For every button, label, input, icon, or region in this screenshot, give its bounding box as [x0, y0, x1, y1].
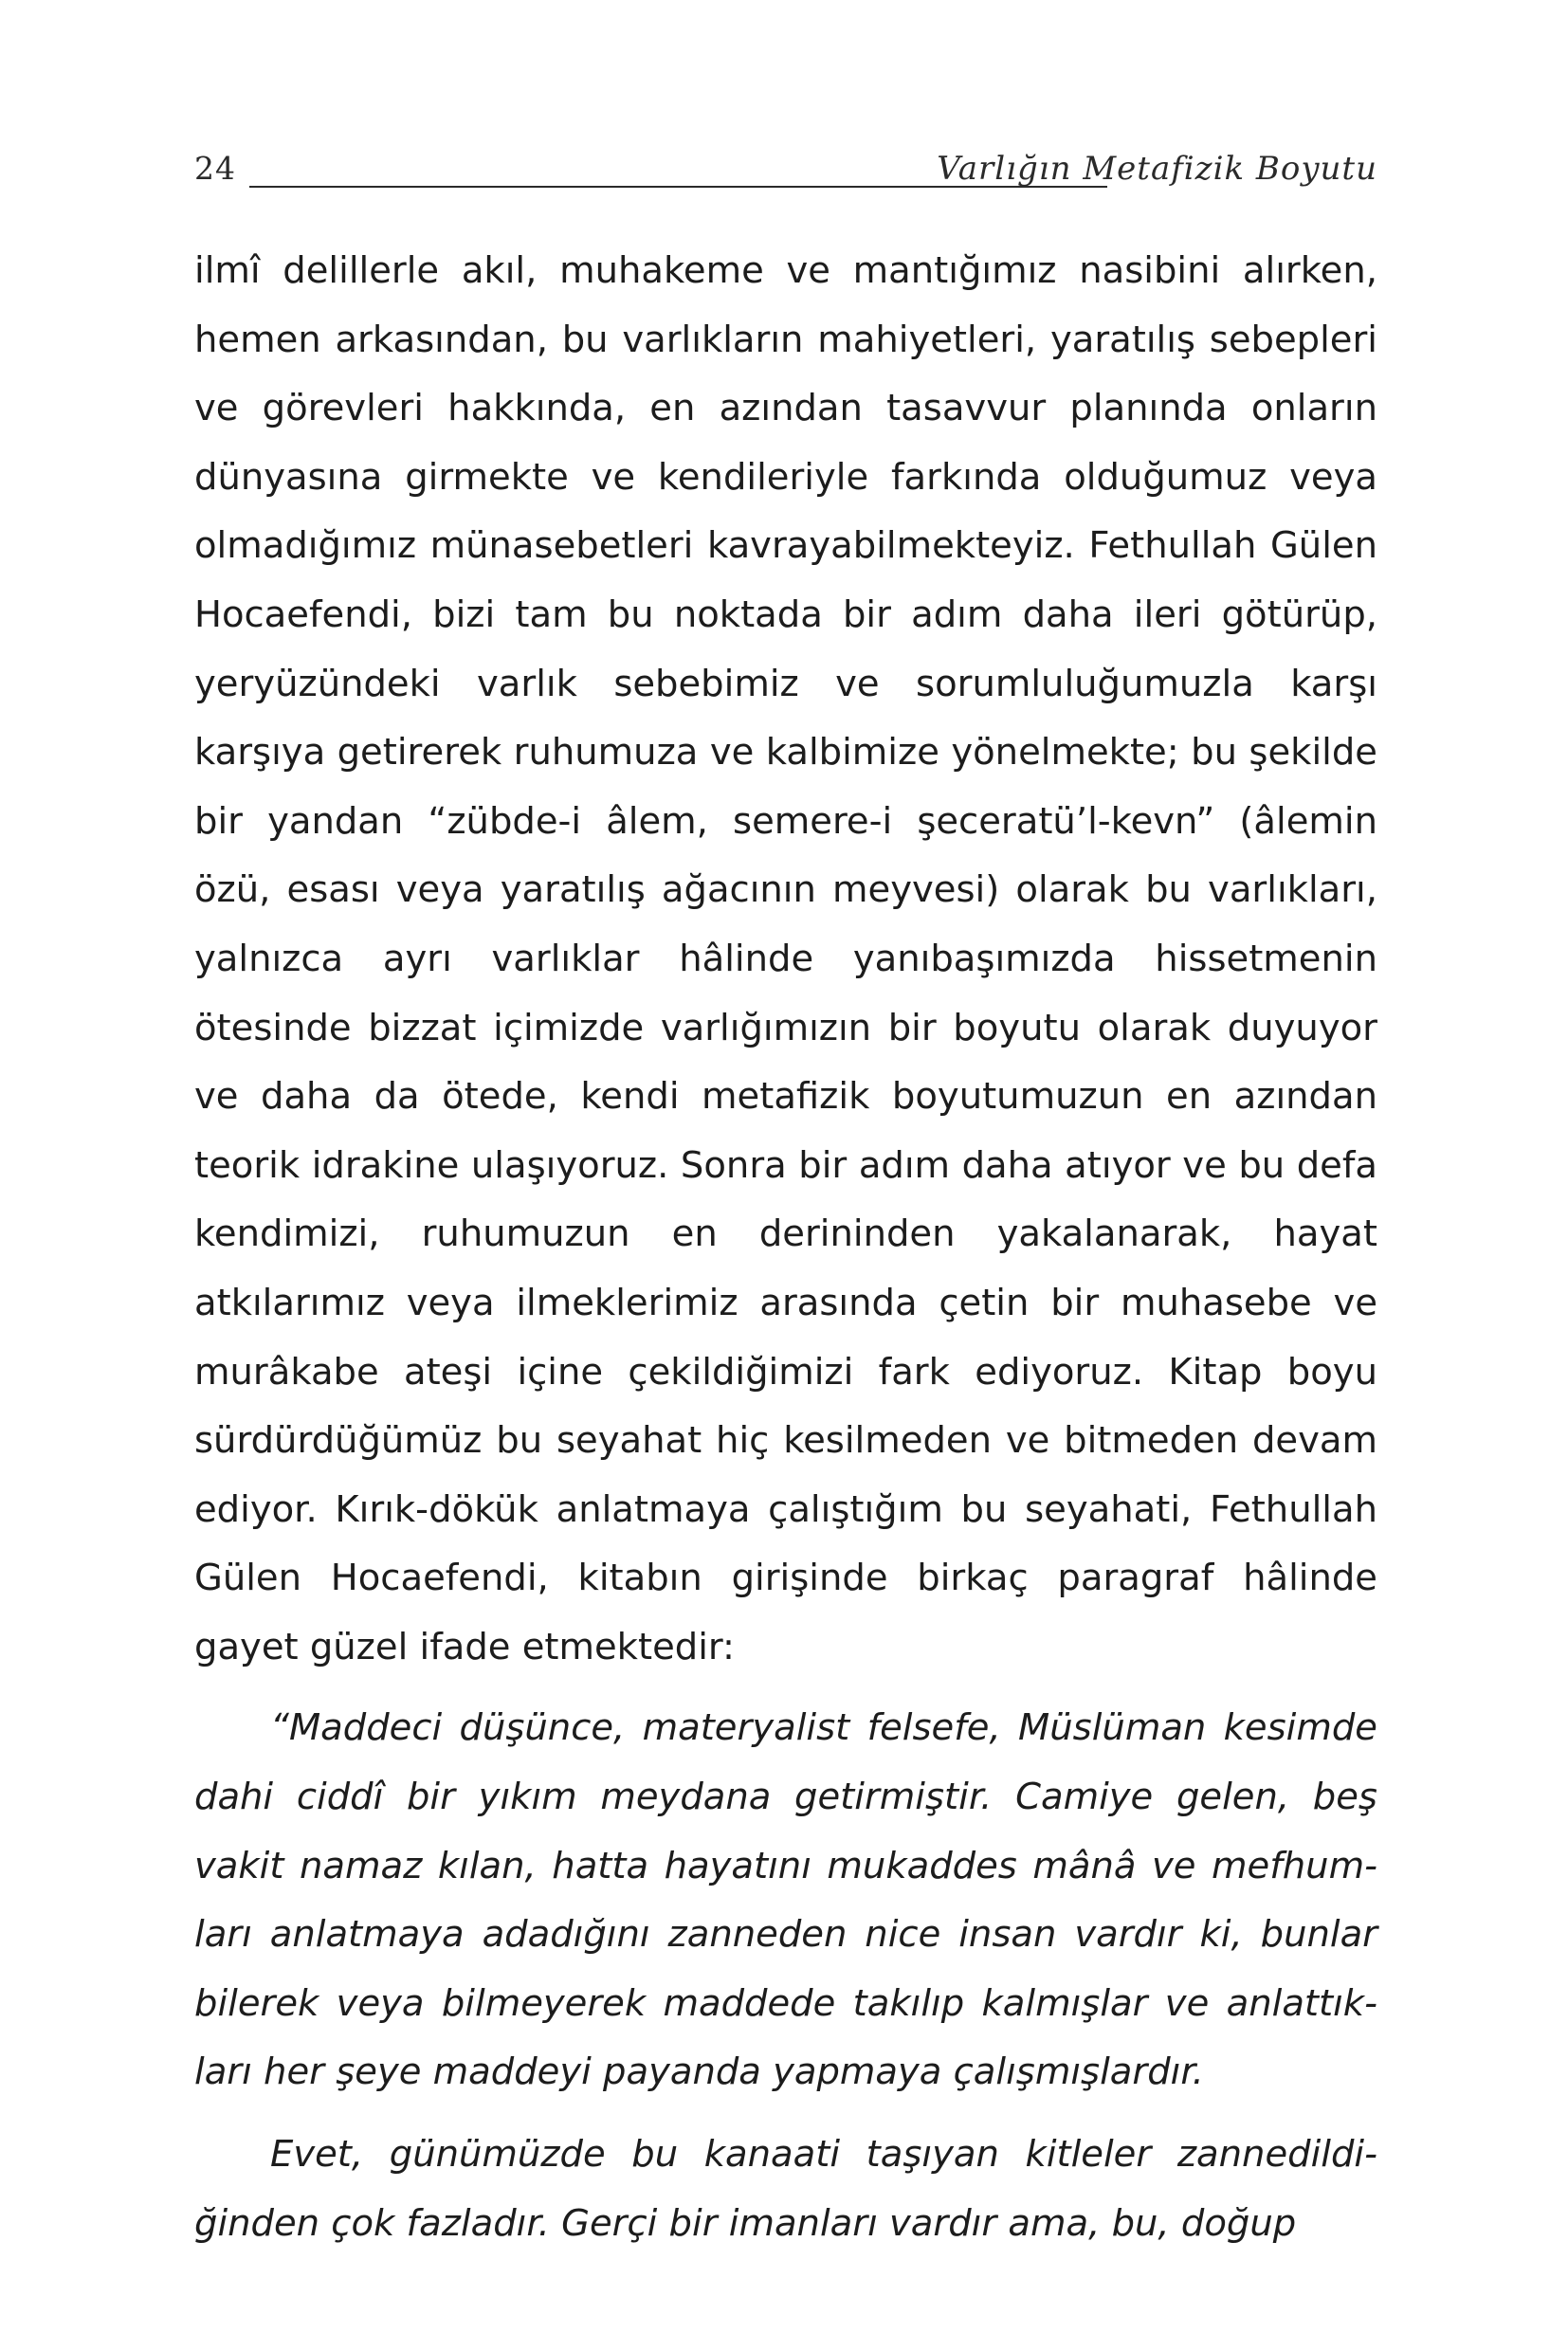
body-text	[194, 237, 1377, 2258]
page-number: 24	[194, 150, 236, 187]
running-header	[194, 142, 1377, 199]
quote-paragraph-1: “Maddeci düşünce, materyalist felsefe, Müslüman kesimde dahi ciddî bir yıkım meydana getirmiştir. Camiye gelen, beş vakit namaz kılan, hatta hayatını mukaddes mânâ ve mefhumları anlatmaya adadığını zanneden nice insan vardır ki, bunlar bilerek veya bilmeyerek maddede takılıp kalmışlar ve anlattıkları her şeye maddeyi payanda yapmaya çalışmışlardır.	[194, 1706, 1377, 2094]
quote-paragraph-2: Evet, günümüzde bu kanaati taşıyan kitleler zannedildiğinden çok fazladır. Gerçi bir imanları vardır ama, bu, doğup	[194, 2133, 1377, 2245]
running-title: Varlığın Metafizik Boyutu	[937, 150, 1377, 188]
paragraph-main: ilmî delillerle akıl, muhakeme ve mantığımız nasibini alırken, hemen arkasından, bu varlıkların mahiyetleri, yaratılış sebepleri ve görevleri hakkında, en azından tasavvur planında onların dünyasına girmekte ve kendileriyle farkında olduğumuz veya olmadığımız münasebetleri kavrayabilmekteyiz. Fethullah Gülen Hocaefendi, bizi tam bu noktada bir adım daha ileri götürüp, yeryüzündeki varlık sebebimiz ve sorumluluğumuzla karşı karşıya getirerek ruhumuza ve kalbimize yönelmekte; bu şekilde bir yandan “zübde-i âlem, semere-i şeceratü’l-kevn” (âlemin özü, esası veya yaratılış ağacının meyvesi) olarak bu varlıkları, yalnızca ayrı varlıklar hâlinde yanıbaşımızda hissetmenin ötesinde bizzat içimizde varlığımızın bir boyutu olarak duyuyor ve daha da ötede, kendi metafizik boyutumuzun en azından teorik idrakine ulaşıyoruz. Sonra bir adım daha atıyor ve bu defa kendimizi, ruhumuzun en derininden yakalanarak, hayat atkılarımız veya ilmeklerimiz arasında çetin bir muhasebe ve murâkabe ateşi içine çekildiğimizi fark ediyoruz. Kitap boyu sürdürdüğümüz bu seyahat hiç kesilmeden ve bitmeden devam ediyor. Kırık-dökük anlatmaya çalıştığım bu seyahati, Fethullah Gülen Hocaefendi, kitabın girişinde birkaç paragraf hâlinde gayet güzel ifade etmektedir:	[194, 249, 1377, 1668]
